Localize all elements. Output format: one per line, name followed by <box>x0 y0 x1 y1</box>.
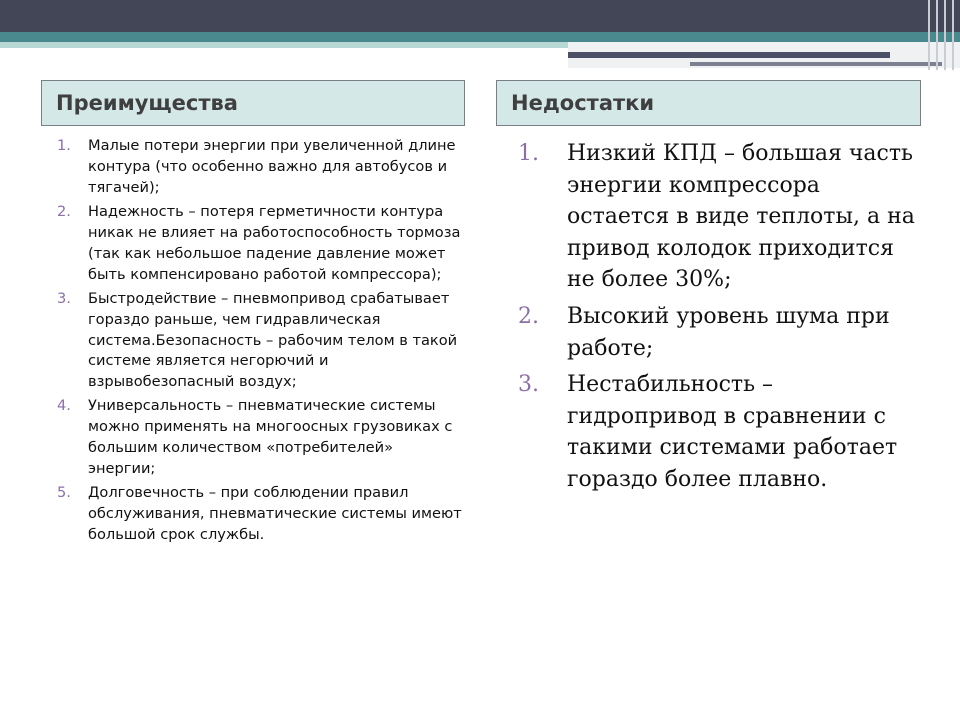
list-item <box>515 138 925 296</box>
advantages-list <box>52 136 462 549</box>
list-item <box>52 136 462 199</box>
top-right-dark-stripe <box>568 52 890 58</box>
advantages-title: Преимущества <box>56 91 238 115</box>
top-decorative-band <box>0 0 960 32</box>
top-teal-stripe <box>0 32 960 42</box>
disadvantages-list <box>515 138 925 501</box>
list-number: 1. <box>518 141 539 166</box>
list-number: 5. <box>57 484 71 502</box>
corner-decor-lines <box>922 0 960 70</box>
list-item-text: Нестабильность – гидропривод в сравнении с такими системами работает гораздо более плавно. <box>567 372 898 492</box>
list-item-text: Высокий уровень шума при работе; <box>567 303 890 361</box>
list-number: 2. <box>57 202 71 220</box>
advantages-header <box>41 80 465 126</box>
list-number: 3. <box>57 289 71 307</box>
list-number: 1. <box>57 137 71 154</box>
list-item <box>515 301 925 364</box>
disadvantages-title: Недостатки <box>511 91 655 115</box>
list-item <box>52 289 462 394</box>
list-item-text: Низкий КПД – большая часть энергии компрессора остается в виде теплоты, а на привод колодок приходится не более 30%; <box>567 141 915 293</box>
top-light-teal-stripe <box>0 42 570 48</box>
top-right-gray-stripe <box>690 62 942 66</box>
list-item-text: Малые потери энергии при увеличенной длине контура (что особенно важно для автобусов и тягачей); <box>88 137 456 196</box>
list-item-text: Надежность – потеря герметичности контура никак не влияет на работоспособность тормоза (так как небольшое падение давление может быть компенсировано работой компрессора); <box>88 202 461 283</box>
list-item <box>52 202 462 286</box>
list-number: 4. <box>57 397 71 415</box>
list-number: 2. <box>518 303 539 329</box>
list-item-text: Долговечность – при соблюдении правил обслуживания, пневматические системы имеют большой срок службы. <box>88 484 462 544</box>
list-item-text: Универсальность – пневматические системы можно применять на многоосных грузовиках с большим количеством «потребителей» энергии; <box>88 397 453 478</box>
list-item-text: Быстродействие – пневмопривод срабатывает гораздо раньше, чем гидравлическая система.Безопасность – рабочим телом в такой системе является негорючий и взрывобезопасный воздух; <box>88 289 458 391</box>
list-number: 3. <box>518 372 539 398</box>
list-item <box>515 369 925 495</box>
list-item <box>52 483 462 546</box>
list-item <box>52 396 462 480</box>
disadvantages-header <box>496 80 921 126</box>
